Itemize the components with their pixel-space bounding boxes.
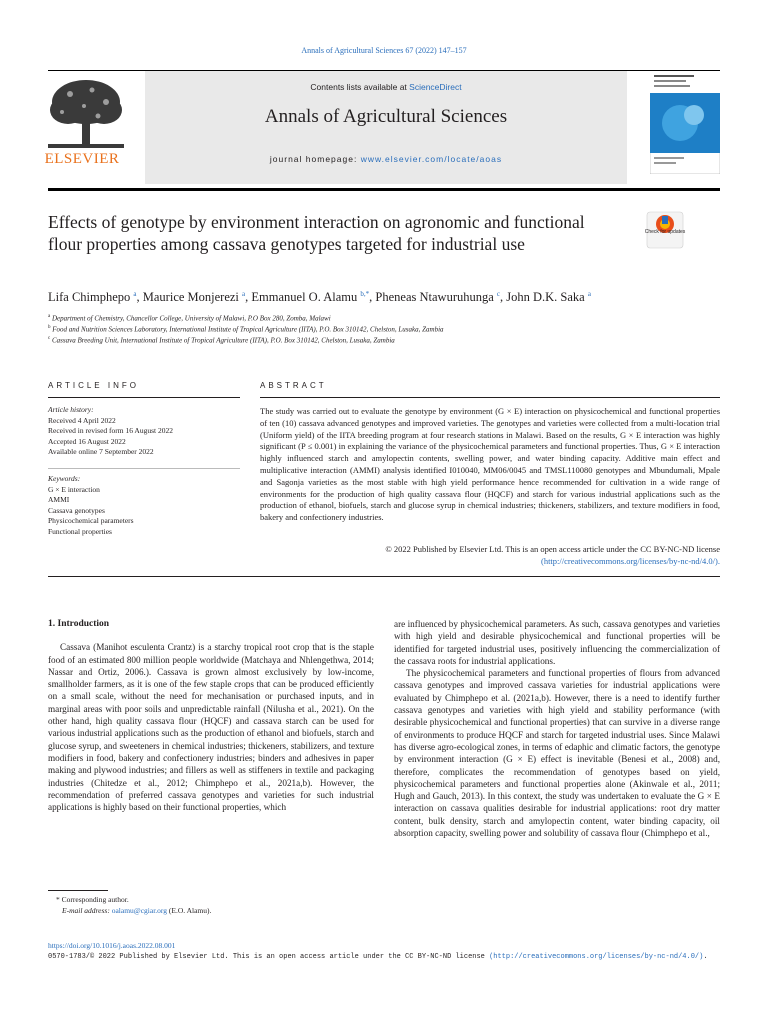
doi-link[interactable]: https://doi.org/10.1016/j.aoas.2022.08.001	[48, 941, 176, 950]
footer-license-link[interactable]: (http://creativecommons.org/licenses/by-nc-nd/4.0/)	[489, 953, 704, 961]
footnote-rule	[48, 890, 108, 891]
footnote	[48, 894, 378, 916]
sciencedirect-link[interactable]: ScienceDirect	[409, 82, 462, 92]
keyword-item: G × E interaction	[48, 484, 100, 494]
homepage-link[interactable]: www.elsevier.com/locate/aoas	[360, 154, 503, 164]
info-divider	[48, 468, 240, 469]
journal-reference[interactable]	[0, 46, 768, 55]
article-history	[48, 405, 248, 458]
header-thick-rule	[48, 188, 720, 191]
abstract-heading: ABSTRACT	[260, 381, 327, 390]
journal-homepage	[145, 154, 627, 164]
check-for-updates-label: Check for updates	[644, 229, 686, 235]
contents-line	[145, 82, 627, 92]
elsevier-wordmark: ELSEVIER	[44, 151, 120, 167]
affiliation-c: $^c$ Cassava Breeding Unit, International Institute of Tropical Agriculture (IITA), P.O. Box 310142, Chelston, Lusaka, Zambia	[48, 336, 395, 345]
author-list: Lifa Chimphepo $^a$, Maurice Monjerezi $^a$, Emmanuel O. Alamu $^{b,*}$, Pheneas Ntawuruhunga $^c$, John D.K. Saka $^a$	[48, 290, 591, 305]
copyright-text: © 2022 Published by Elsevier Ltd. This is an open access article under the CC BY-NC-ND license	[385, 544, 720, 554]
body-left-column	[48, 618, 374, 813]
email-note: E-mail address: oalamu@cgiar.org (E.O. Alamu).	[62, 906, 212, 915]
affiliation-a: $^a$ Department of Chemistry, Chancellor College, University of Malawi, P.O Box 280, Zomba, Malawi	[48, 314, 331, 323]
journal-title: Annals of Agricultural Sciences	[264, 106, 508, 127]
author-2[interactable]: Maurice Monjerezi $^a$	[142, 290, 246, 305]
intro-paragraph-3: The physicochemical parameters and functional properties of flours from advanced cassava genotypes and improved cassava varieties for industrial applications were evaluated by Chimphepo et al. (2021a,b). However, there is a need to identify further cassava genotypes and varieties with high yield and stability performance (with desirable physicochemical and functional properties) that can survive in a diverse range of environments to produce HQCF and starch for targeted industrial uses. Since Malawi has diverse agro-ecological zones, in terms of edaphic and climatic factors, the genotype by environment interaction (G × E) effect is inevitable (Benesi et al., 2008) and, therefore, complicates the recommendation of genotypes based on yield, physicochemical parameters and functional properties alone (Akinwale et al., 2011; Hugh and Gauch, 2013). In this context, the study was undertaken to evaluate the G × E interaction on cassava qualities desirable for industrial applications: root dry matter content, bulk density, starch and amylopectin content, water binding capacity, oil absorption capacity, swelling power and solubility of cassava flour (Chimphepo et al.,	[394, 668, 720, 839]
body-right-column	[394, 618, 720, 839]
history-received: Received 4 April 2022	[48, 415, 116, 425]
abstract-copyright	[260, 544, 720, 568]
article-info-rule	[48, 397, 240, 398]
doi[interactable]	[48, 941, 175, 950]
keyword-item: AMMI	[48, 495, 70, 504]
journal-cover-thumbnail[interactable]	[650, 71, 720, 174]
abstract-rule	[260, 397, 720, 398]
corresponding-author-note: * Corresponding author.	[56, 895, 129, 904]
author-3[interactable]: Emmanuel O. Alamu $^{b,*}$	[251, 290, 370, 305]
abstract-text: The study was carried out to evaluate the genotype by environment (G × E) interaction on physicochemical and functional properties of ten (10) cassava advanced genotypes and improved varieties. The genotypes and varieties were collected from a multi-location trial (Uniform yield) of the IITA breeding program at four research stations in Malawi. Based on the results, G × E interaction was highly significant (P ≤ 0.001) in explaining the variance of the physicochemical parameters and functional properties. Thus, G × E interaction highly influenced starch and amylopectin contents, swelling power, and water binding capacity. Additive main effect and multiplicative interaction (AMMI) analysis identified I010040, MM06/0045 and TMSL110080 genotypes and Mbundumali, Mpale and Sagonja varieties as the most stable with high yield performance hence recommended for cultivation in a wide range of environments for the production of high quality cassava flour (HQCF) and starch for various industrial applications such as the production of ethanol, biofuels, starch and glucose syrup in chemical industries; thickeners, stabilizers, and texture modifiers in food, bakery and confectionery industries.	[260, 406, 720, 523]
article-title: Effects of genotype by environment interaction on agronomic and functional flour properties among cassava genotypes targeted for industrial use	[48, 212, 585, 254]
intro-paragraph-2: are influenced by physicochemical parameters. As such, cassava genotypes and varieties with high yield and desirable physicochemical and functional properties will be identified for targeted industrial uses, positively influencing the commercialization of the cassava roots for industrial applications.	[394, 619, 720, 666]
affiliation-b: $^b$ Food and Nutrition Sciences Laboratory, International Institute of Tropical Agriculture (IITA), P.O. Box 310142, Chelston, Lusaka, Zambia	[48, 325, 444, 334]
license-link[interactable]: (http://creativecommons.org/licenses/by-nc-nd/4.0/).	[540, 555, 720, 566]
email-link[interactable]: oalamu@cgiar.org	[111, 906, 168, 915]
journal-reference-link[interactable]: Annals of Agricultural Sciences 67 (2022) 147–157	[301, 46, 467, 55]
history-accepted: Accepted 16 August 2022	[48, 436, 126, 446]
history-label: Article history:	[48, 405, 94, 414]
contents-prefix: Contents lists available at	[310, 82, 410, 92]
author-5[interactable]: John D.K. Saka $^a$	[506, 290, 591, 305]
article-info-heading: ARTICLE INFO	[48, 381, 139, 390]
keyword-item: Cassava genotypes	[48, 505, 105, 515]
history-revised: Received in revised form 16 August 2022	[48, 426, 173, 435]
history-online: Available online 7 September 2022	[48, 447, 154, 456]
keyword-item: Functional properties	[48, 526, 112, 536]
author-1[interactable]: Lifa Chimphepo $^a$	[48, 290, 137, 305]
keywords	[48, 474, 248, 537]
introduction-heading: 1. Introduction	[48, 619, 110, 629]
author-4[interactable]: Pheneas Ntawuruhunga $^c$	[375, 290, 501, 305]
intro-paragraph-1: Cassava (Manihot esculenta Crantz) is a starchy tropical root crop that is the staple food of an estimated 800 million people worldwide (Matchaya and Nhlengethwa, 2014; Nassar and Ortiz, 2006.). Cassava is grown almost exclusively by low-income, smallholder farmers, as it is one of the few staple crops that can be produced efficiently on a small scale, without the need for mechanisation or purchased inputs, and in marginal areas with poor soils and unpredictable rainfall (Nilusha et al., 2021). On the other hand, high quality cassava flour (HQCF) and cassava starch can be used for various industrial applications such as the production of ethanol and biofuels, starch and glucose syrup, and sweeteners in chemical industries; thickeners, stabilizers, and texture modifiers in food, bakery and confectionery industries; binders and adhesives in paper making and plywood industries; and fillers as well as stiffeners in textile and packaging industries (Chitedze et al., 2012; Chimphepo et al., 2021a,b). However, the recommendation of preferred cassava genotypes and varieties for such industrial applications is highly based on their functional properties, which	[48, 642, 374, 813]
keywords-label: Keywords:	[48, 474, 81, 483]
homepage-prefix: journal homepage:	[269, 154, 361, 164]
keyword-item: Physicochemical parameters	[48, 516, 134, 525]
abstract-bottom-rule	[48, 576, 720, 577]
issn-line: 0570-1783/© 2022 Published by Elsevier Ltd. This is an open access article under the CC BY-NC-ND license (http://creativecommons.org/licenses/by-nc-nd/4.0/).	[48, 953, 708, 961]
